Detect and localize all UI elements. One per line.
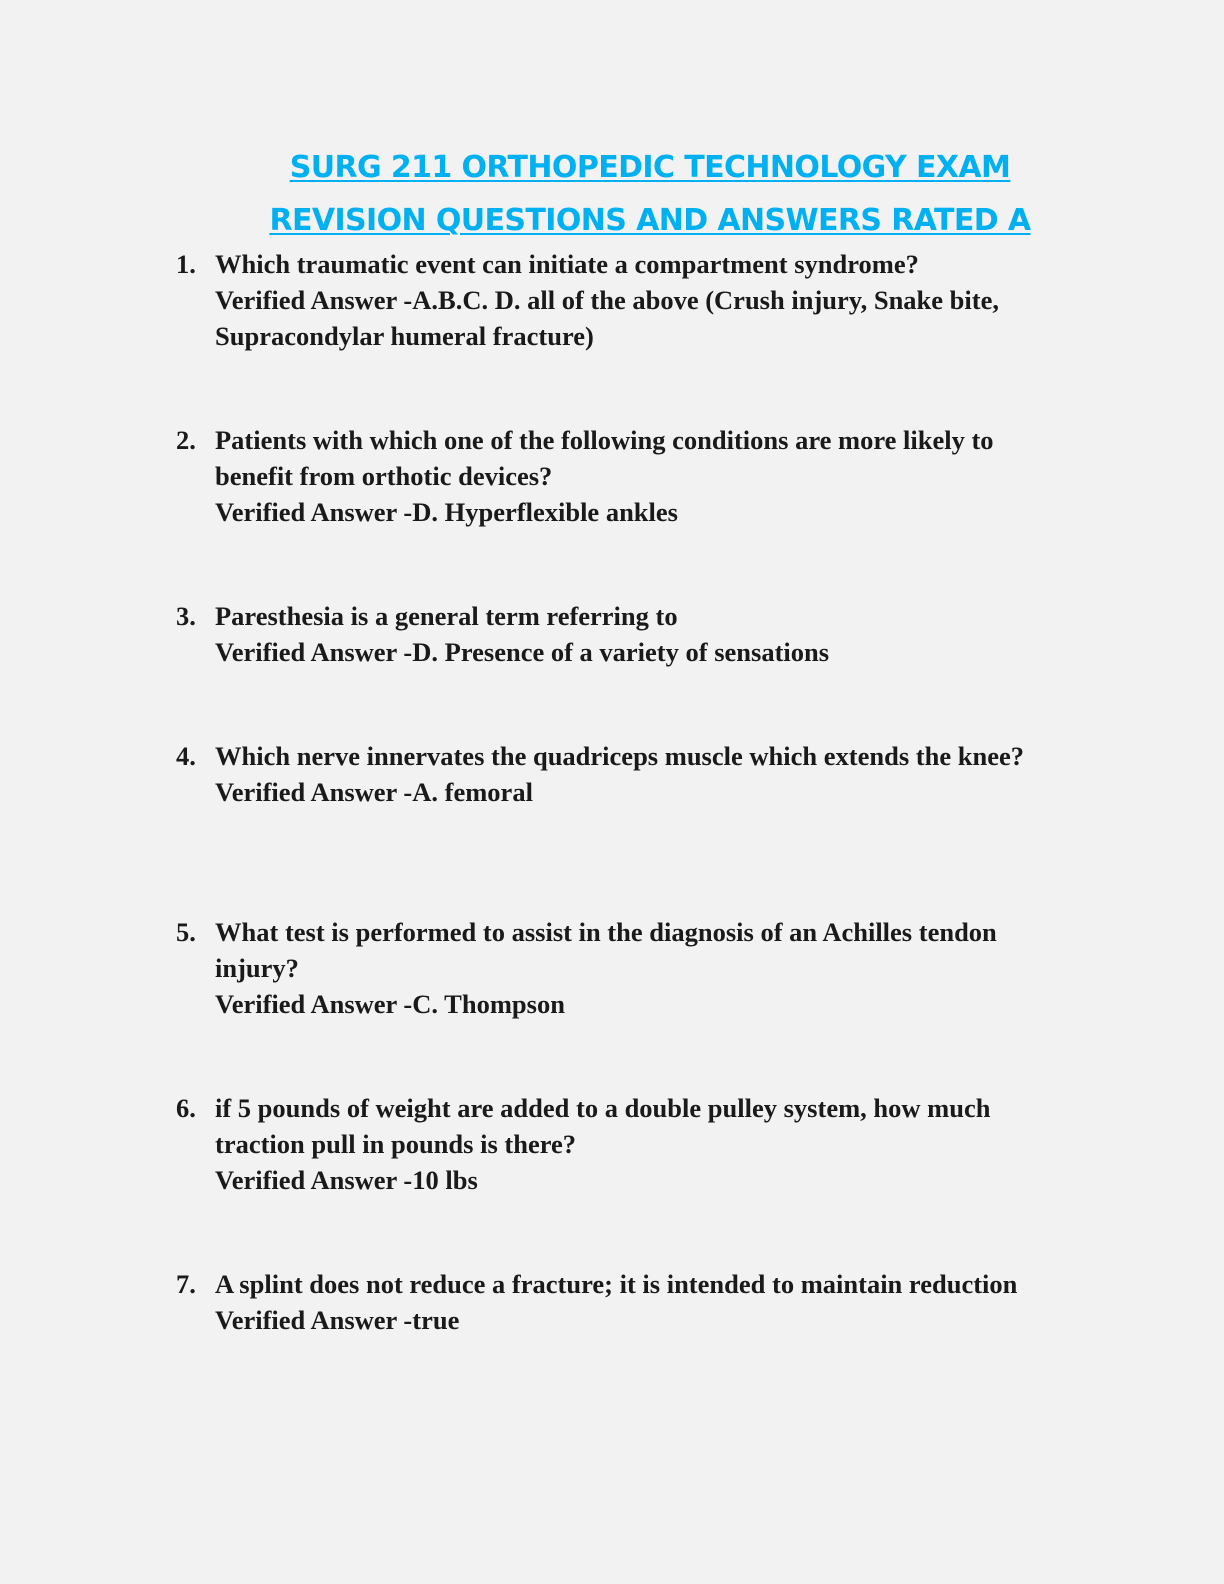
question-item xyxy=(176,1090,1076,1198)
document-title-line-2: REVISION QUESTIONS AND ANSWERS RATED A xyxy=(269,203,1031,238)
verified-answer: Verified Answer -10 lbs xyxy=(215,1165,478,1195)
question-item xyxy=(176,1266,1076,1338)
question-text: Which nerve innervates the quadriceps muscle which extends the knee? xyxy=(215,741,1024,771)
question-number: 4. xyxy=(176,741,196,771)
verified-answer: Verified Answer -A.B.C. D. all of the above (Crush injury, Snake bite, Supracondylar humeral fracture) xyxy=(215,285,999,351)
question-number: 6. xyxy=(176,1093,196,1123)
document-title-line-1: SURG 211 ORTHOPEDIC TECHNOLOGY EXAM xyxy=(289,150,1011,185)
question-text: What test is performed to assist in the diagnosis of an Achilles tendon injury? xyxy=(215,917,997,983)
question-item xyxy=(176,598,1076,670)
question-item xyxy=(176,422,1076,530)
question-number: 7. xyxy=(176,1269,196,1299)
question-text: Paresthesia is a general term referring to xyxy=(215,601,678,631)
question-text: A splint does not reduce a fracture; it is intended to maintain reduction xyxy=(215,1269,1018,1299)
question-text: if 5 pounds of weight are added to a double pulley system, how much traction pull in pounds is there? xyxy=(215,1093,991,1159)
verified-answer: Verified Answer -true xyxy=(215,1305,460,1335)
question-item xyxy=(176,914,1076,1022)
verified-answer: Verified Answer -C. Thompson xyxy=(215,989,565,1019)
question-item xyxy=(176,738,1076,810)
question-number: 2. xyxy=(176,425,196,455)
question-number: 3. xyxy=(176,601,196,631)
verified-answer: Verified Answer -D. Presence of a variety of sensations xyxy=(215,637,830,667)
question-number: 5. xyxy=(176,917,196,947)
question-text: Patients with which one of the following conditions are more likely to benefit from orthotic devices? xyxy=(215,425,994,491)
question-number: 1. xyxy=(176,249,196,279)
question-text: Which traumatic event can initiate a compartment syndrome? xyxy=(215,249,919,279)
question-item xyxy=(176,246,1076,354)
verified-answer: Verified Answer -A. femoral xyxy=(215,777,533,807)
verified-answer: Verified Answer -D. Hyperflexible ankles xyxy=(215,497,678,527)
